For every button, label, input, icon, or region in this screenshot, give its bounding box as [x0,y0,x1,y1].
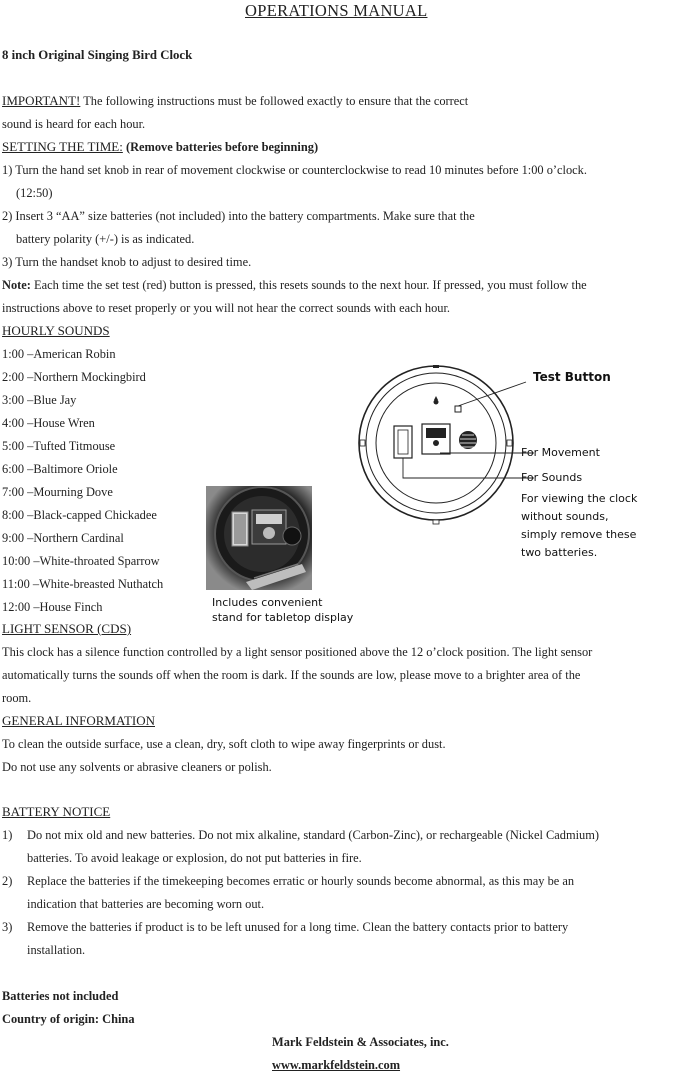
list-item: 9:00 –Northern Cardinal [2,531,124,545]
company-name: Mark Feldstein & Associates, inc. [272,1035,449,1049]
page-title: OPERATIONS MANUAL [245,1,428,20]
battery-item-1-num: 1) [2,828,13,842]
general-info-line-2: Do not use any solvents or abrasive cleaners or polish. [2,760,272,774]
for-sounds-label: For Sounds [521,471,583,484]
setting-step-1: 1) Turn the hand set knob in rear of movement clockwise or counterclockwise to read 10 minutes before 1:00 o’clock. [2,163,587,177]
light-sensor-line-2: automatically turns the sounds off when the room is dark. If the sounds are low, please move to a brighter area of the [2,668,581,682]
light-sensor-line-3: room. [2,691,32,705]
note-text: Each time the set test (red) button is pressed, this resets sounds to the next hour. If pressed, you must follow the [30,278,587,292]
list-item: 12:00 –House Finch [2,600,103,614]
setting-step-2: 2) Insert 3 “AA” size batteries (not included) into the battery compartments. Make sure that the [2,209,475,223]
viewing-note-1: For viewing the clock [521,492,638,505]
important-text: The following instructions must be followed exactly to ensure that the correct [80,94,469,108]
list-item: 10:00 –White-throated Sparrow [2,554,160,568]
important-line-1 [2,94,468,109]
setting-heading-line [2,140,318,155]
list-item: 5:00 –Tufted Titmouse [2,439,116,453]
country-of-origin: Country of origin: China [2,1012,135,1026]
viewing-note-2: without sounds, [521,510,609,523]
setting-heading: SETTING THE TIME: [2,139,123,154]
photo-caption-line-1: Includes convenient [212,596,323,609]
test-button-label: Test Button [533,370,611,384]
list-item: 4:00 –House Wren [2,416,95,430]
battery-item-2-line-1: Replace the batteries if the timekeeping becomes erratic or hourly sounds become abnormal, as this may be an [27,874,575,888]
list-item: 6:00 –Baltimore Oriole [2,462,118,476]
general-info-line-1: To clean the outside surface, use a clean, dry, soft cloth to wipe away fingerprints or dust. [2,737,446,751]
setting-step-2-cont: battery polarity (+/-) is as indicated. [16,232,195,246]
important-line-2: sound is heard for each hour. [2,117,146,131]
viewing-note-4: two batteries. [521,546,598,559]
light-sensor-line-1: This clock has a silence function controlled by a light sensor positioned above the 12 o’clock position. The light sensor [2,645,593,659]
battery-item-3-line-1: Remove the batteries if product is to be left unused for a long time. Clean the battery contacts prior to battery [27,920,569,934]
battery-item-1-line-1: Do not mix old and new batteries. Do not mix alkaline, standard (Carbon-Zinc), or rechargeable (Nickel Cadmium) [27,828,599,842]
note-label: Note: [2,278,31,292]
light-sensor-heading: LIGHT SENSOR (CDS) [2,621,132,636]
batteries-not-included: Batteries not included [2,989,119,1003]
list-item: 2:00 –Northern Mockingbird [2,370,146,384]
battery-notice-heading: BATTERY NOTICE [2,804,111,819]
battery-item-2-line-2: indication that batteries are becoming worn out. [27,897,265,911]
setting-step-1-cont: (12:50) [16,186,53,200]
battery-item-3-line-2: installation. [27,943,86,957]
clock-rear-diagram [356,360,534,530]
clock-stand-photo [206,486,312,590]
battery-item-3-num: 3) [2,920,13,934]
for-movement-label: For Movement [521,446,600,459]
company-url[interactable]: www.markfeldstein.com [272,1058,401,1072]
list-item: 3:00 –Blue Jay [2,393,77,407]
setting-note-line-2: instructions above to reset properly or you will not hear the correct sounds with each hour. [2,301,451,315]
general-info-heading: GENERAL INFORMATION [2,713,155,728]
viewing-note-3: simply remove these [521,528,637,541]
important-label: IMPORTANT! [2,93,81,108]
setting-note-line-1 [2,278,587,292]
list-item: 1:00 –American Robin [2,347,116,361]
setting-note: (Remove batteries before beginning) [122,140,319,154]
battery-item-1-line-2: batteries. To avoid leakage or explosion, do not put batteries in fire. [27,851,362,865]
photo-caption-line-2: stand for tabletop display [212,611,354,624]
list-item: 8:00 –Black-capped Chickadee [2,508,157,522]
list-item: 11:00 –White-breasted Nuthatch [2,577,164,591]
product-name: 8 inch Original Singing Bird Clock [2,48,193,62]
setting-step-3: 3) Turn the handset knob to adjust to desired time. [2,255,252,269]
list-item: 7:00 –Mourning Dove [2,485,113,499]
battery-item-2-num: 2) [2,874,13,888]
hourly-heading: HOURLY SOUNDS [2,323,110,338]
